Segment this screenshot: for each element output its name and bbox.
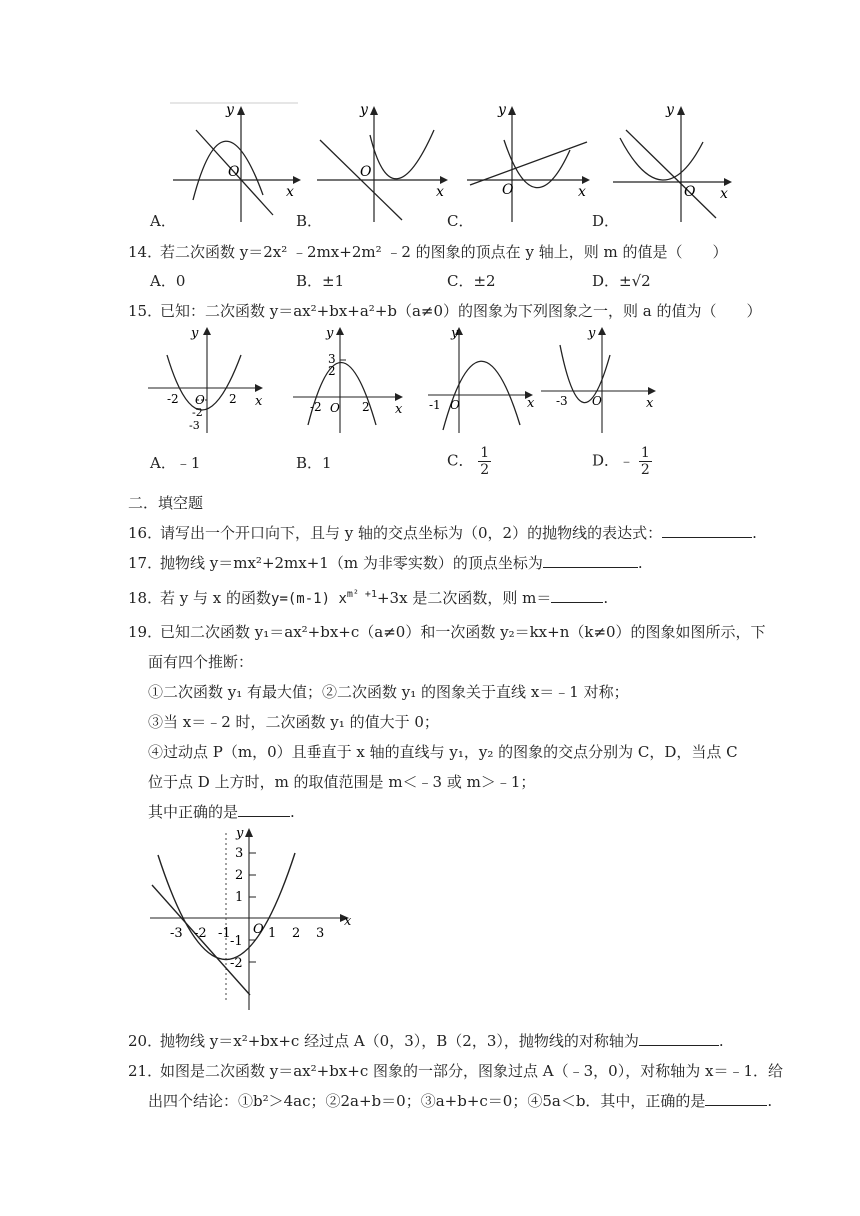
- q14-option-a[interactable]: A．0: [150, 272, 186, 290]
- tick-label: -1: [429, 398, 441, 412]
- svg-text:y: y: [451, 326, 459, 341]
- q19-graph: [140, 825, 365, 1020]
- tick-label: -2: [230, 956, 243, 971]
- origin-label: O: [253, 922, 264, 937]
- q14-option-b[interactable]: B．±1: [296, 272, 345, 290]
- q13-graph-d: [608, 100, 748, 225]
- q15-option-b[interactable]: B．1: [296, 454, 332, 472]
- q19-line5: ④过动点 P（m，0）且垂直于 x 轴的直线与 y₁，y₂ 的图象的交点分别为 C，D，当点 C: [148, 743, 738, 761]
- q13-option-b[interactable]: B．: [296, 212, 323, 230]
- svg-text:y: y: [588, 326, 596, 341]
- tick-label: -2: [310, 400, 322, 414]
- q20-stem: 抛物线 y＝x²+bx+c 经过点 A（0，3），B（2，3），抛物线的对称轴为 .: [160, 1032, 724, 1050]
- tick-label: -3: [189, 419, 200, 432]
- tick-label: 1: [235, 890, 244, 905]
- y-axis-label: y: [236, 826, 244, 841]
- tick-label: 2: [292, 926, 301, 941]
- svg-text:x: x: [255, 394, 263, 409]
- q13-option-c[interactable]: C．: [447, 212, 474, 230]
- tick-label: -2: [192, 406, 203, 419]
- q19-line1: 已知二次函数 y₁＝ax²+bx+c（a≠0）和一次函数 y₂＝kx+n（k≠0）的图象如图所示，下: [160, 623, 766, 641]
- x-axis-label: x: [286, 184, 294, 200]
- y-axis-label: y: [360, 102, 368, 118]
- origin-label: O: [450, 398, 460, 412]
- q13-option-d[interactable]: D．: [592, 212, 620, 230]
- q14-option-c[interactable]: C．±2: [447, 272, 496, 290]
- tick-label: 2: [235, 868, 244, 883]
- q17-answer-blank[interactable]: [543, 553, 638, 568]
- section-title: 二．填空题: [128, 494, 204, 512]
- q19-line7: 其中正确的是 .: [148, 803, 295, 821]
- q18-number: 18．: [128, 589, 163, 607]
- tick-label: 3: [316, 926, 325, 941]
- origin-label: O: [330, 401, 340, 415]
- y-axis-label: y: [498, 102, 506, 118]
- origin-label: O: [228, 164, 240, 180]
- q15-option-c-fraction: $\frac{1}{2}$: [480, 445, 490, 478]
- q13-option-a[interactable]: A．: [150, 212, 176, 230]
- x-axis-label: x: [578, 184, 586, 200]
- q16-answer-blank[interactable]: [662, 523, 752, 538]
- q15-option-c[interactable]: [447, 445, 491, 478]
- tick-label: 2: [229, 392, 237, 406]
- q14-number: 14．: [128, 243, 163, 261]
- q19-number: 19．: [128, 623, 163, 641]
- tick-label: 3: [328, 352, 336, 366]
- svg-text:x: x: [646, 396, 654, 411]
- tick-label: 2: [328, 364, 336, 378]
- origin-label: O: [360, 164, 372, 180]
- q21-line1: 如图是二次函数 y＝ax²+bx+c 图象的一部分，图象过点 A（﹣3，0），对称轴为 x＝﹣1．给: [160, 1062, 783, 1080]
- tick-label: -1: [218, 926, 231, 941]
- q18-exponent: m² +1: [346, 589, 377, 600]
- origin-label: O: [592, 394, 602, 408]
- q15-graph-d: [538, 325, 663, 437]
- q14-option-d[interactable]: D．±√2: [592, 272, 651, 290]
- tick-label: -3: [170, 926, 183, 941]
- q19-line2: 面有四个推断：: [148, 653, 254, 671]
- svg-text:y: y: [326, 326, 334, 341]
- q15-option-d-fraction: $\frac{1}{2}$: [640, 445, 650, 478]
- q16-number: 16．: [128, 524, 163, 542]
- x-axis-label: x: [344, 914, 352, 929]
- q17-number: 17．: [128, 554, 163, 572]
- q15-option-d[interactable]: [592, 445, 652, 478]
- svg-text:x: x: [527, 396, 535, 411]
- q21-answer-blank[interactable]: [705, 1091, 767, 1106]
- tick-label: 2: [362, 400, 370, 414]
- q18-formula: y=(m-1) x: [271, 591, 347, 607]
- q19-line6: 位于点 D 上方时，m 的取值范围是 m＜﹣3 或 m＞﹣1；: [148, 773, 536, 791]
- q15-option-c-letter: C．: [447, 451, 474, 470]
- q19-line4: ③当 x＝﹣2 时，二次函数 y₁ 的值大于 0；: [148, 713, 439, 731]
- q18-stem: 若 y 与 x 的函数y=(m-1) $x^{m^2 +1}+3x$ 是二次函数，则 m＝ .: [160, 589, 609, 607]
- q15-option-d-letter: D．﹣: [592, 451, 635, 470]
- q13-graph-b: [312, 100, 452, 225]
- origin-label: O: [195, 393, 205, 407]
- q19-answer-blank[interactable]: [238, 802, 290, 817]
- q20-answer-blank[interactable]: [639, 1031, 719, 1046]
- q17-stem: 抛物线 y＝mx²+2mx+1（m 为非零实数）的顶点坐标为 .: [160, 554, 643, 572]
- tick-label: -3: [556, 394, 568, 408]
- q19-line3: ①二次函数 y₁ 有最大值；②二次函数 y₁ 的图象关于直线 x＝﹣1 对称；: [148, 683, 629, 701]
- q14-stem: 若二次函数 y＝2x² ﹣2mx+2m² ﹣2 的图象的顶点在 y 轴上，则 m 的值是（ ）: [160, 243, 728, 261]
- q18-answer-blank[interactable]: [551, 588, 603, 603]
- q13-graph-a: [168, 100, 308, 225]
- tick-label: 1: [268, 926, 277, 941]
- q21-line2: 出四个结论：①b²＞4ac；②2a+b＝0；③a+b+c＝0；④5a＜b．其中，正确的是 .: [148, 1092, 773, 1110]
- tick-label: -2: [167, 392, 179, 406]
- y-axis-label: y: [226, 102, 234, 118]
- x-axis-label: x: [720, 186, 728, 202]
- svg-text:x: x: [395, 402, 403, 417]
- svg-text:y: y: [191, 326, 199, 341]
- origin-label: O: [684, 184, 696, 200]
- q15-number: 15．: [128, 302, 163, 320]
- q13-graph-c: [462, 100, 602, 225]
- q21-number: 21．: [128, 1062, 163, 1080]
- q15-graph-a: [145, 325, 270, 437]
- q15-graph-c: [425, 325, 540, 437]
- tick-label: 3: [235, 846, 244, 861]
- x-axis-label: x: [436, 184, 444, 200]
- origin-label: O: [502, 182, 514, 198]
- q15-graph-b: [290, 325, 415, 437]
- tick-label: -1: [230, 934, 243, 949]
- y-axis-label: y: [666, 102, 674, 118]
- q15-stem: 已知：二次函数 y＝ax²+bx+a²+b（a≠0）的图象为下列图象之一，则 a 的值为（ ）: [160, 302, 762, 320]
- q16-stem: 请写出一个开口向下，且与 y 轴的交点坐标为（0，2）的抛物线的表达式： .: [160, 524, 757, 542]
- q15-option-a[interactable]: A．﹣1: [150, 454, 201, 472]
- q20-number: 20．: [128, 1032, 163, 1050]
- tick-label: -2: [194, 926, 207, 941]
